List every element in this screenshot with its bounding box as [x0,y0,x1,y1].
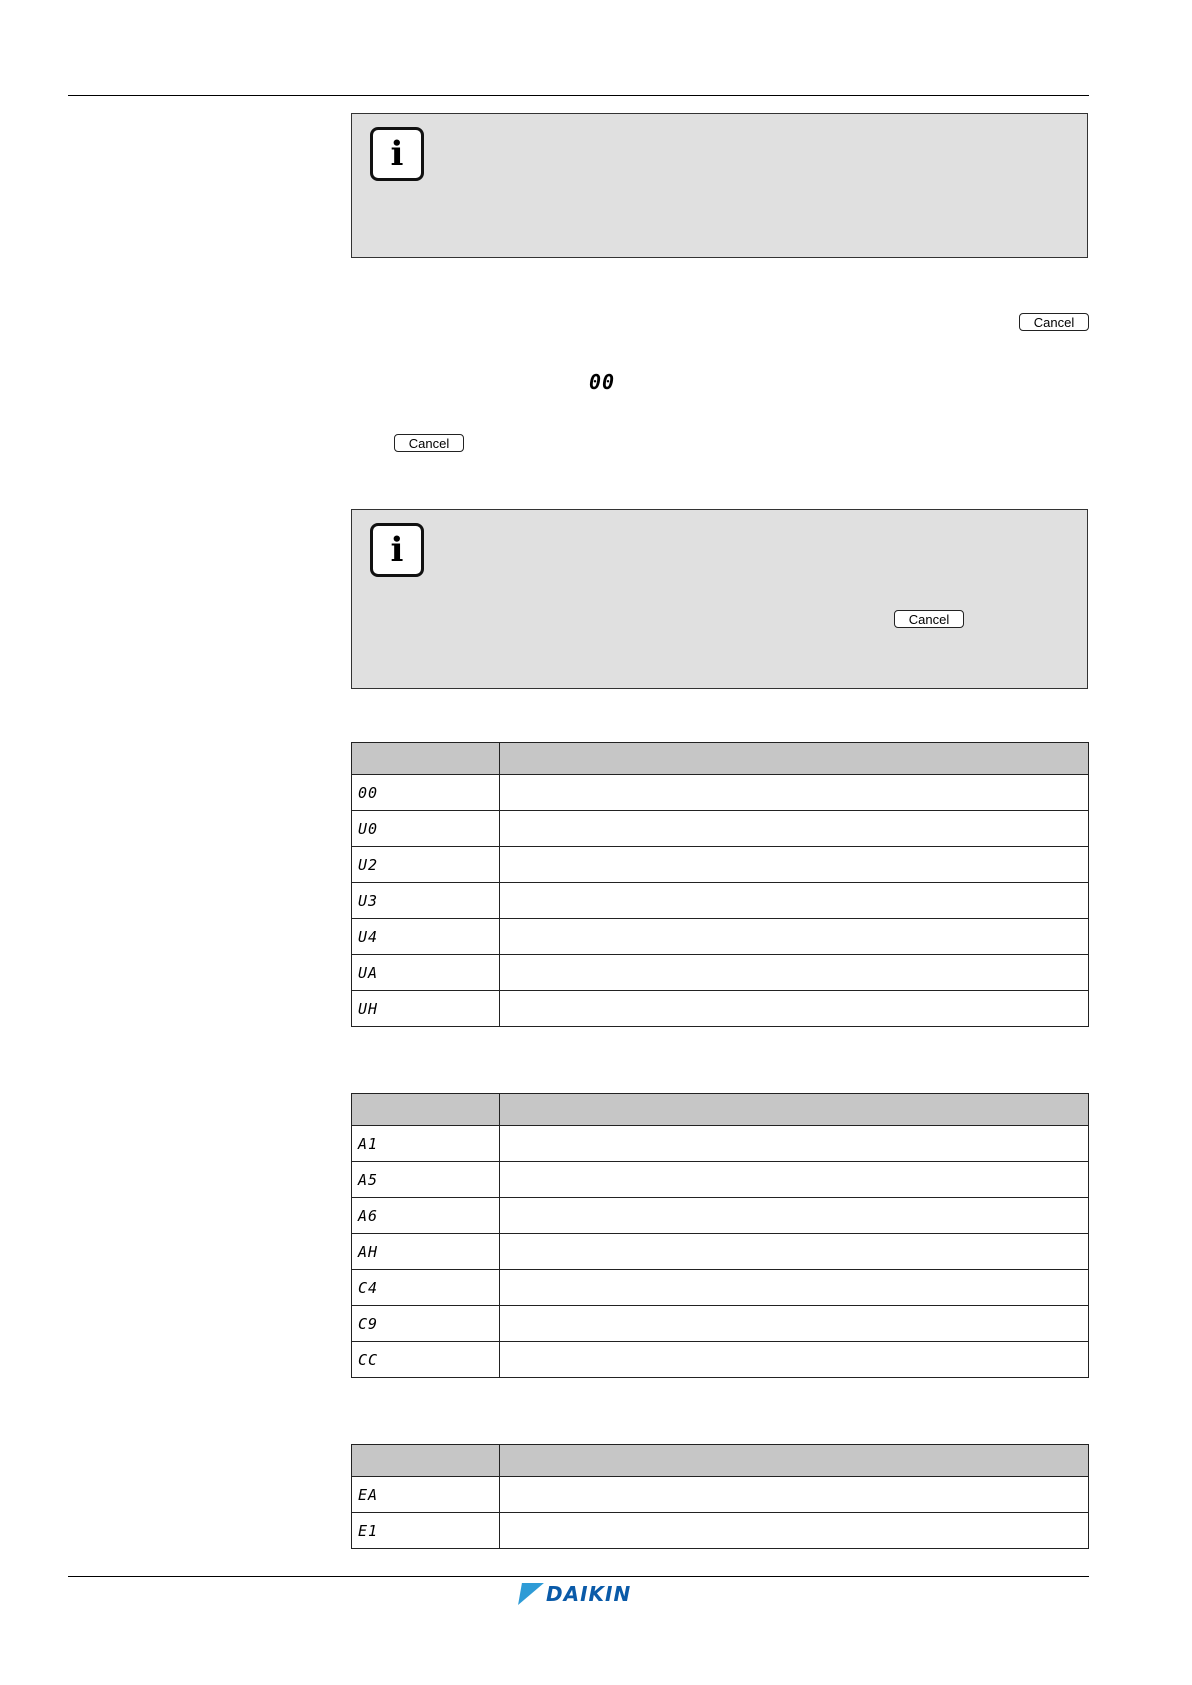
code-cell [352,1342,500,1378]
table-header-cell [352,1445,500,1477]
table-row [352,847,1089,883]
description-cell [500,1270,1089,1306]
code-cell [352,1234,500,1270]
code-cell [352,1198,500,1234]
description-cell [500,775,1089,811]
code-cell [352,1513,500,1549]
description-cell [500,883,1089,919]
code-cell [352,955,500,991]
table-row [352,1198,1089,1234]
display-code-inline: 00 [589,370,616,394]
display-code: AH [358,1242,379,1261]
description-cell [500,1306,1089,1342]
display-code: C4 [358,1278,379,1297]
cancel-button-image: Cancel [894,610,964,628]
code-cell [352,1126,500,1162]
table-header-row [352,743,1089,775]
cancel-button-image: Cancel [1019,313,1089,331]
table-row [352,1162,1089,1198]
info-icon: i [370,523,424,577]
display-code: A6 [358,1206,379,1225]
table-header-cell [500,1094,1089,1126]
display-code: U4 [358,927,379,946]
info-note-1 [351,113,1088,258]
description-cell [500,1234,1089,1270]
table-row [352,1477,1089,1513]
description-cell [500,847,1089,883]
info-note-2 [351,509,1088,689]
table-row [352,1513,1089,1549]
table-header-row [352,1094,1089,1126]
table-row [352,1306,1089,1342]
display-code: EA [358,1485,379,1504]
daikin-logo [520,1582,631,1606]
code-cell [352,919,500,955]
table-row [352,919,1089,955]
code-cell [352,1477,500,1513]
code-cell [352,991,500,1027]
description-cell [500,811,1089,847]
description-cell [500,1162,1089,1198]
code-cell [352,847,500,883]
table-row [352,955,1089,991]
description-cell [500,919,1089,955]
display-code: A1 [358,1134,379,1153]
description-cell [500,1342,1089,1378]
table-row [352,775,1089,811]
logo-mark-icon [518,1583,544,1605]
table-row [352,991,1089,1027]
display-code: U3 [358,891,379,910]
display-code: CC [358,1350,379,1369]
table-row [352,1342,1089,1378]
code-table-3 [351,1444,1089,1549]
code-cell [352,811,500,847]
header-rule [68,95,1089,96]
description-cell [500,955,1089,991]
table-row [352,1234,1089,1270]
display-code: C9 [358,1314,379,1333]
cancel-button-image: Cancel [394,434,464,452]
table-header-cell [500,743,1089,775]
code-table-1 [351,742,1089,1027]
table-header-cell [500,1445,1089,1477]
description-cell [500,1198,1089,1234]
display-code: E1 [358,1521,379,1540]
display-code: UA [358,963,379,982]
display-code: U0 [358,819,379,838]
code-cell [352,1270,500,1306]
description-cell [500,1126,1089,1162]
table-row [352,1126,1089,1162]
footer-rule [68,1576,1089,1577]
table-row [352,883,1089,919]
display-code: U2 [358,855,379,874]
logo-text: DAIKIN [546,1582,632,1606]
code-table-2 [351,1093,1089,1378]
description-cell [500,1477,1089,1513]
table-header-cell [352,1094,500,1126]
table-header-row [352,1445,1089,1477]
code-cell [352,775,500,811]
code-cell [352,1162,500,1198]
info-icon: i [370,127,424,181]
table-header-cell [352,743,500,775]
display-code: 00 [358,783,379,802]
display-code: UH [358,999,379,1018]
table-row [352,811,1089,847]
display-code: A5 [358,1170,379,1189]
description-cell [500,1513,1089,1549]
table-row [352,1270,1089,1306]
code-cell [352,1306,500,1342]
description-cell [500,991,1089,1027]
code-cell [352,883,500,919]
